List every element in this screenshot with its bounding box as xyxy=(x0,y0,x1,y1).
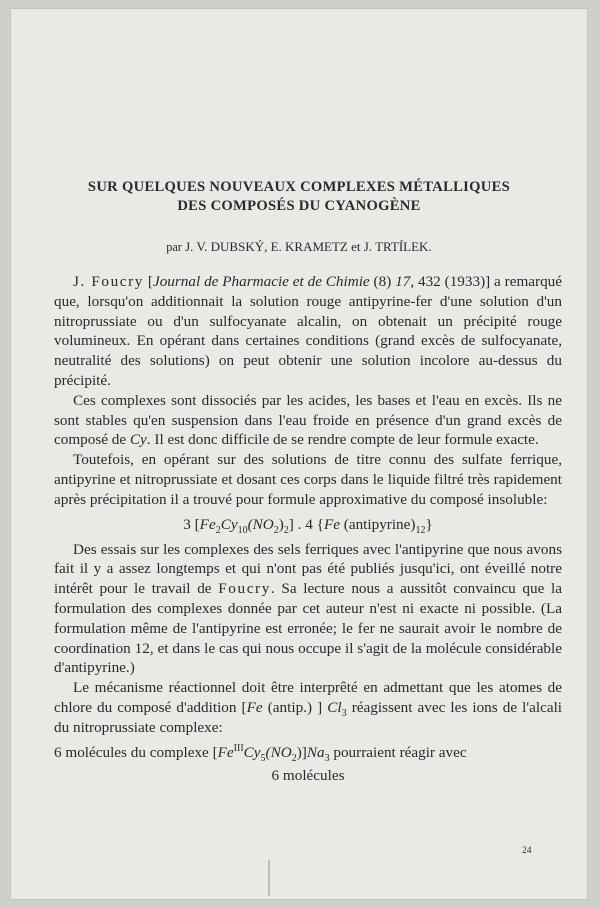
formula-fe: Fe xyxy=(217,743,234,761)
paragraph-3 xyxy=(54,450,562,509)
paragraph-4-text-2: . Sa lecture nous a aussitôt convaincu que la formulation des complexes donnée par cet auteur n'est ni exacte ni possible. (La formulation même de l'antipyrine est erronée; le fer ne saurait avoir le nombre de coordination 12, et dans le cas qui nous occupe il s'agit de la molécule considérable d'antipyrine.) xyxy=(54,580,562,677)
paragraph-4-text-1: Des essais sur les complexes des sels ferriques avec l'antipyrine que nous avons fait il y a assez longtemps et qui n'ont pas été publiés jusqu'ici, ont éveillé notre intérêt pour le travail de xyxy=(54,540,562,598)
cy-symbol: Cy xyxy=(129,431,147,449)
byline xyxy=(30,239,568,255)
formula-part: ) xyxy=(278,515,284,533)
byline-names: J. V. DUBSKÝ, E. KRAMETZ et J. TRTÍLEK. xyxy=(185,239,432,254)
formula-sub: 2 xyxy=(291,752,297,764)
formula-fe: Fe xyxy=(246,698,263,716)
formula-cy: Cy xyxy=(243,743,261,761)
paragraph-1-text: a remarqué que, lorsqu'on additionnait la solution rouge antipyrine-fer d'une solution d'un nitroprussiate ou d'un sulfocyanate alcalin, on obtenait un précipité rouge volumineux. En opérant dans certaines conditions (grand excès de sulfocyanate, neutralité des solutions) on peut obtenir une solution incolore au-dessus du précipité. xyxy=(54,273,563,389)
formula-cy: Cy xyxy=(220,515,238,533)
formula-cl: Cl xyxy=(327,698,342,716)
title-line-2: DES COMPOSÉS DU CYANOGÈNE xyxy=(177,198,421,214)
formula-sub: 12 xyxy=(415,524,426,536)
paragraph-2 xyxy=(54,391,562,450)
formula-part: )] xyxy=(296,743,307,761)
article-body xyxy=(54,272,562,786)
formula-sub: 5 xyxy=(260,752,266,764)
page-number: 24 xyxy=(522,846,532,856)
journal-name: Journal de Pharmacie et de Chimie xyxy=(152,273,370,290)
paragraph-6-tail: 6 molécules xyxy=(271,767,345,785)
paragraph-5-text-3: réagissent avec les ions de l'alcali du nitroprussiate complexe: xyxy=(54,698,563,736)
ref-rest: , 432 (1933)] xyxy=(410,273,491,290)
formula-no: (NO xyxy=(247,515,274,533)
formula-part: } xyxy=(425,515,433,533)
formula-sup: III xyxy=(233,742,244,754)
formula-no: (NO xyxy=(265,743,292,761)
formula-fe: Fe xyxy=(199,515,216,533)
paragraph-5-text-2: (antip.) ] xyxy=(262,698,328,716)
title-line-1: SUR QUELQUES NOUVEAUX COMPLEXES MÉTALLIQUES xyxy=(87,179,511,195)
paragraph-6 xyxy=(54,743,562,763)
paragraph-5 xyxy=(54,678,562,737)
formula-foucry xyxy=(54,515,562,535)
author-foucry: J. Foucry xyxy=(73,273,145,290)
paragraph-6-text-1: 6 molécules du complexe [ xyxy=(54,743,218,761)
paragraph-3-text: Toutefois, en opérant sur des solutions de titre connu des sulfate ferrique, antipyrine et nitroprussiate et dosant ces corps dans le liquide filtré très rapidement après précipitation il a trouvé pour formule approximative du composé insoluble: xyxy=(54,451,562,508)
formula-part: ] . 4 { xyxy=(288,515,324,533)
formula-sub: 2 xyxy=(283,524,289,536)
formula-part: (antipyrine) xyxy=(339,515,416,533)
paragraph-6-text-2: pourraient réagir avec xyxy=(329,743,467,761)
paragraph-5-text-1: Le mécanisme réactionnel doit être interprêté en admettant que les atomes de chlore du composé d'addition [ xyxy=(54,679,562,716)
paragraph-2-text-2: . Il est donc difficile de se rendre compte de leur formule exacte. xyxy=(146,431,539,449)
ref-series: (8) xyxy=(373,273,392,290)
byline-par: par xyxy=(166,240,182,254)
formula-fe: Fe xyxy=(323,515,340,533)
article-title xyxy=(30,178,568,216)
formula-sub: 3 xyxy=(341,707,347,719)
formula-sub: 3 xyxy=(324,752,330,764)
formula-part: 3 [ xyxy=(183,515,200,533)
author-foucry: Foucry xyxy=(218,580,271,598)
paragraph-1: J. Foucry [Journal de Pharmacie et de Chimie (8) 17, 432 (1933)] a remarqué que, lorsqu'on additionnait la solution rouge antipyrine-fer d'une solution d'un nitroprussiate ou d'un sulfocyanate alcalin, on obtenait un précipité rouge volumineux. En opérant dans certaines conditions (grand excès de sulfocyanate, neutralité des solutions) on peut obtenir une solution incolore au-dessus du précipité. xyxy=(54,273,563,389)
formula-na: Na xyxy=(306,743,325,761)
formula-sub: 10 xyxy=(237,524,248,536)
page-sheet xyxy=(10,8,588,900)
ref-volume: 17 xyxy=(395,273,411,290)
scan-artifact xyxy=(268,860,270,896)
formula-sub: 2 xyxy=(273,524,279,536)
formula-sub: 2 xyxy=(215,524,221,536)
paragraph-4 xyxy=(54,540,562,679)
paragraph-2-text: Ces complexes sont dissociés par les acides, les bases et l'eau en excès. Ils ne sont stables qu'en suspension dans l'eau froide en présence d'un grand excès de composé de xyxy=(54,391,562,449)
